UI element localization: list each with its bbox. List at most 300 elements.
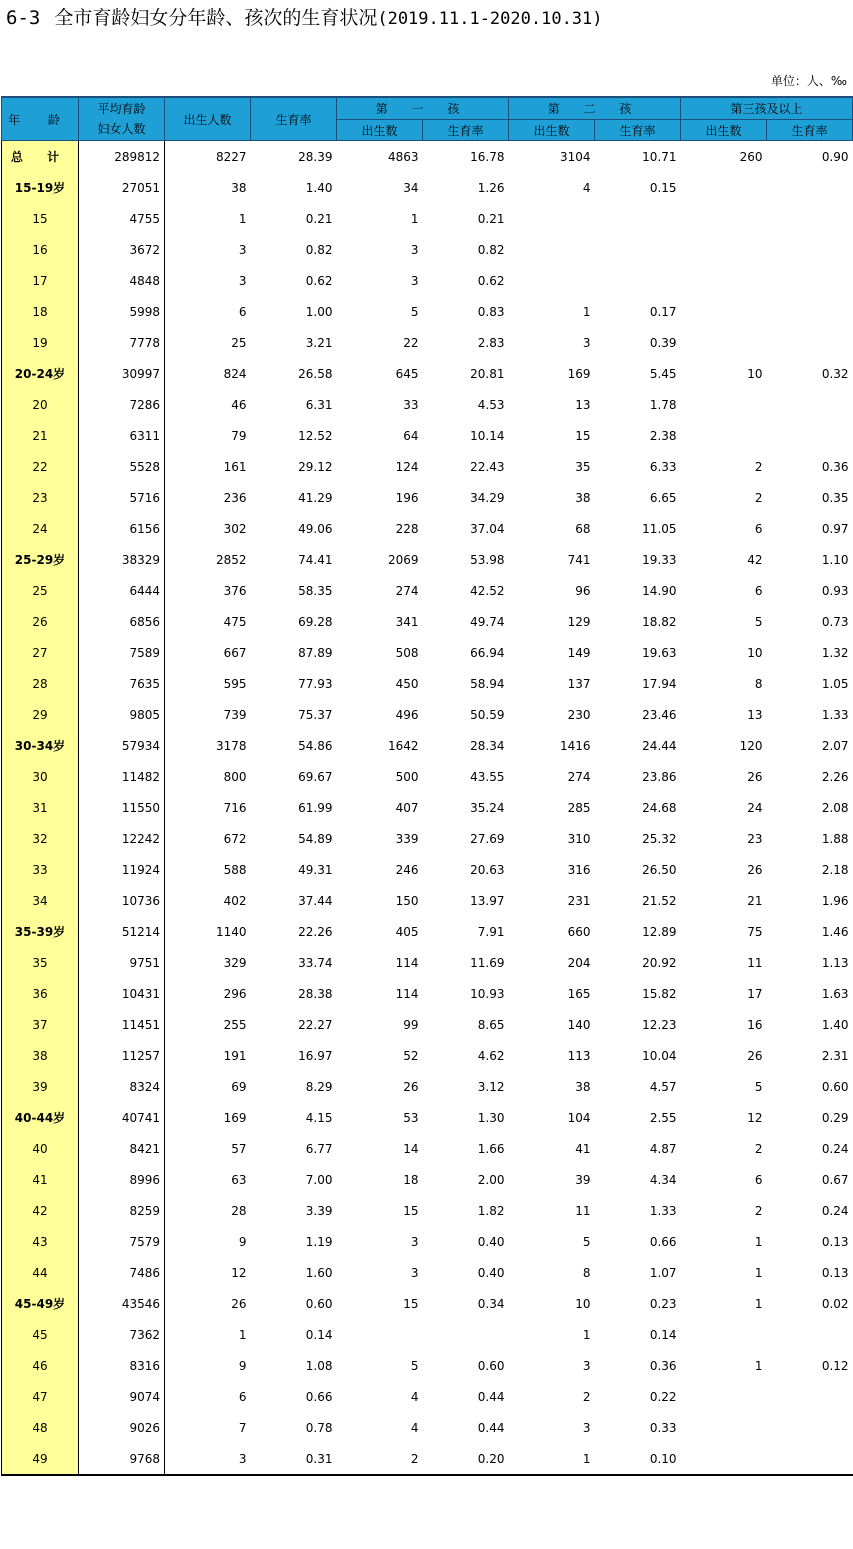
age-cell: 31 <box>2 792 79 823</box>
first-rate-cell: 0.62 <box>477 273 505 288</box>
third-rate-cell: 1.96 <box>821 893 849 908</box>
births-cell: 25 <box>231 335 247 350</box>
third-births-cell: 24 <box>747 800 763 815</box>
header-births: 出生人数 <box>165 97 251 141</box>
third-births-cell <box>681 296 767 327</box>
third-rate-cell: 0.29 <box>821 1110 849 1125</box>
second-rate-cell: 0.39 <box>649 335 677 350</box>
fertility-rate-cell: 0.78 <box>305 1420 333 1435</box>
avg-women-cell: 5528 <box>79 451 165 482</box>
fertility-rate-cell: 3.21 <box>305 335 333 350</box>
avg-women-cell: 27051 <box>79 172 165 203</box>
table-row <box>2 327 853 358</box>
second-births-cell: 38 <box>575 490 591 505</box>
second-births-cell: 38 <box>575 1079 591 1094</box>
third-rate-cell <box>767 234 853 265</box>
second-rate-cell: 24.44 <box>642 738 677 753</box>
third-births-cell <box>681 389 767 420</box>
third-births-cell: 2 <box>754 1203 763 1218</box>
header-second-child: 第 二 孩 <box>509 97 681 120</box>
births-cell: 595 <box>223 676 247 691</box>
births-cell: 26 <box>231 1296 247 1311</box>
avg-women-cell: 8996 <box>79 1164 165 1195</box>
age-cell: 30 <box>2 761 79 792</box>
first-rate-cell: 8.65 <box>477 1017 505 1032</box>
avg-women-cell: 4848 <box>79 265 165 296</box>
third-births-cell <box>681 203 767 234</box>
header-fertility-rate: 生育率 <box>251 97 337 141</box>
third-rate-cell: 1.88 <box>821 831 849 846</box>
third-rate-cell: 0.24 <box>821 1141 849 1156</box>
age-cell: 27 <box>2 637 79 668</box>
header-third-births: 出生数 <box>681 120 767 141</box>
third-births-cell: 5 <box>754 614 763 629</box>
second-births-cell: 3 <box>582 1358 591 1373</box>
first-births-cell: 15 <box>403 1296 419 1311</box>
third-rate-cell: 1.10 <box>821 552 849 567</box>
table-row <box>2 203 853 234</box>
second-births-cell: 1 <box>582 304 591 319</box>
age-cell: 17 <box>2 265 79 296</box>
second-births-cell: 2 <box>582 1389 591 1404</box>
unit-label: 单位：人、‰ <box>770 74 847 88</box>
third-rate-cell: 2.26 <box>821 769 849 784</box>
births-cell: 296 <box>223 986 247 1001</box>
second-rate-cell: 20.92 <box>642 955 677 970</box>
births-cell: 7 <box>238 1420 247 1435</box>
fertility-rate-cell: 61.99 <box>298 800 333 815</box>
second-births-cell: 8 <box>582 1265 591 1280</box>
header-avg-women-line2: 妇女人数 <box>97 122 146 136</box>
third-births-cell: 12 <box>747 1110 763 1125</box>
table-row <box>2 389 853 420</box>
third-births-cell <box>681 1381 767 1412</box>
second-rate-cell: 21.52 <box>642 893 677 908</box>
births-cell: 38 <box>231 180 247 195</box>
births-cell: 57 <box>231 1141 247 1156</box>
first-births-cell: 64 <box>403 428 419 443</box>
second-rate-cell: 10.04 <box>642 1048 677 1063</box>
table-row <box>2 234 853 265</box>
second-births-cell: 11 <box>575 1203 591 1218</box>
second-rate-cell: 6.33 <box>649 459 677 474</box>
fertility-rate-cell: 0.21 <box>305 211 333 226</box>
first-rate-cell: 37.04 <box>470 521 505 536</box>
births-cell: 9 <box>238 1234 247 1249</box>
third-births-cell: 1 <box>754 1296 763 1311</box>
fertility-rate-cell: 16.97 <box>298 1048 333 1063</box>
header-second-births: 出生数 <box>509 120 595 141</box>
second-births-cell: 165 <box>567 986 591 1001</box>
second-rate-cell: 17.94 <box>642 676 677 691</box>
table-row <box>2 575 853 606</box>
header-second-rate: 生育率 <box>595 120 681 141</box>
second-rate-cell: 0.14 <box>649 1327 677 1342</box>
first-births-cell: 2069 <box>387 552 419 567</box>
first-births-cell: 15 <box>403 1203 419 1218</box>
fertility-rate-cell: 29.12 <box>298 459 333 474</box>
fertility-rate-cell: 54.86 <box>298 738 333 753</box>
third-births-cell <box>681 265 767 296</box>
avg-women-cell: 40741 <box>79 1102 165 1133</box>
first-births-cell: 114 <box>395 955 419 970</box>
age-cell: 34 <box>2 885 79 916</box>
births-cell: 1 <box>238 211 247 226</box>
age-group-row <box>2 358 853 389</box>
table-row <box>2 1164 853 1195</box>
second-rate-cell: 12.89 <box>642 924 677 939</box>
second-births-cell: 741 <box>567 552 591 567</box>
avg-women-cell: 7589 <box>79 637 165 668</box>
avg-women-cell: 8324 <box>79 1071 165 1102</box>
births-cell: 6 <box>238 304 247 319</box>
births-cell: 8227 <box>215 149 247 164</box>
age-cell: 23 <box>2 482 79 513</box>
second-rate-cell: 0.15 <box>649 180 677 195</box>
table-row <box>2 513 853 544</box>
third-rate-cell <box>767 1443 853 1475</box>
total-row <box>2 141 853 173</box>
fertility-rate-cell: 69.28 <box>298 614 333 629</box>
first-rate-cell: 4.62 <box>477 1048 505 1063</box>
third-rate-cell: 0.90 <box>821 149 849 164</box>
table-row <box>2 451 853 482</box>
first-rate-cell: 1.26 <box>477 180 505 195</box>
table-header <box>2 97 853 141</box>
fertility-rate-cell: 3.39 <box>305 1203 333 1218</box>
date-range: (2019.11.1-2020.10.31) <box>377 9 603 29</box>
first-rate-cell: 42.52 <box>470 583 505 598</box>
first-births-cell: 3 <box>410 242 419 257</box>
third-births-cell: 1 <box>754 1265 763 1280</box>
avg-women-cell: 8316 <box>79 1350 165 1381</box>
births-cell: 255 <box>223 1017 247 1032</box>
avg-women-cell: 7486 <box>79 1257 165 1288</box>
second-births-cell: 169 <box>567 366 591 381</box>
second-rate-cell: 24.68 <box>642 800 677 815</box>
fertility-rate-cell: 69.67 <box>298 769 333 784</box>
third-rate-cell: 0.24 <box>821 1203 849 1218</box>
third-births-cell: 11 <box>747 955 763 970</box>
age-cell: 22 <box>2 451 79 482</box>
fertility-rate-cell: 6.31 <box>305 397 333 412</box>
third-rate-cell: 2.18 <box>821 862 849 877</box>
avg-women-cell: 51214 <box>79 916 165 947</box>
third-rate-cell <box>767 203 853 234</box>
fertility-rate-cell: 22.26 <box>298 924 333 939</box>
third-births-cell: 26 <box>747 1048 763 1063</box>
table-row <box>2 265 853 296</box>
first-births-cell: 496 <box>395 707 419 722</box>
age-cell: 44 <box>2 1257 79 1288</box>
table-row <box>2 1040 853 1071</box>
first-births-cell: 405 <box>395 924 419 939</box>
second-births-cell: 285 <box>567 800 591 815</box>
births-cell: 161 <box>223 459 247 474</box>
avg-women-cell: 43546 <box>79 1288 165 1319</box>
first-rate-cell: 22.43 <box>470 459 505 474</box>
second-births-cell: 104 <box>567 1110 591 1125</box>
third-births-cell: 26 <box>747 862 763 877</box>
first-births-cell: 341 <box>395 614 419 629</box>
avg-women-cell: 4755 <box>79 203 165 234</box>
first-rate-cell <box>423 1319 509 1350</box>
fertility-rate-cell: 0.82 <box>305 242 333 257</box>
table-row <box>2 1071 853 1102</box>
second-births-cell: 113 <box>567 1048 591 1063</box>
age-cell: 49 <box>2 1443 79 1475</box>
avg-women-cell: 10736 <box>79 885 165 916</box>
third-births-cell: 260 <box>739 149 763 164</box>
first-births-cell: 4863 <box>387 149 419 164</box>
first-rate-cell: 13.97 <box>470 893 505 908</box>
third-rate-cell: 0.60 <box>821 1079 849 1094</box>
fertility-rate-cell: 0.31 <box>251 1443 337 1475</box>
second-rate-cell: 0.17 <box>649 304 677 319</box>
third-rate-cell: 1.05 <box>821 676 849 691</box>
third-births-cell <box>681 327 767 358</box>
table-row <box>2 978 853 1009</box>
first-births-cell: 26 <box>403 1079 419 1094</box>
second-rate-cell: 14.90 <box>642 583 677 598</box>
second-births-cell: 274 <box>567 769 591 784</box>
table-row <box>2 1443 853 1475</box>
age-cell: 41 <box>2 1164 79 1195</box>
births-cell: 2852 <box>215 552 247 567</box>
first-rate-cell: 0.21 <box>477 211 505 226</box>
births-cell: 302 <box>223 521 247 536</box>
first-births-cell: 3 <box>410 273 419 288</box>
age-cell: 28 <box>2 668 79 699</box>
second-rate-cell: 25.32 <box>642 831 677 846</box>
fertility-rate-cell: 0.66 <box>305 1389 333 1404</box>
avg-women-cell: 9805 <box>79 699 165 730</box>
fertility-rate-cell: 1.00 <box>305 304 333 319</box>
third-rate-cell: 0.12 <box>821 1358 849 1373</box>
first-births-cell: 53 <box>403 1110 419 1125</box>
first-rate-cell: 1.82 <box>477 1203 505 1218</box>
second-births-cell: 1 <box>582 1327 591 1342</box>
age-cell: 35 <box>2 947 79 978</box>
third-births-cell: 8 <box>754 676 763 691</box>
second-births-cell: 5 <box>582 1234 591 1249</box>
first-rate-cell: 28.34 <box>470 738 505 753</box>
age-cell: 32 <box>2 823 79 854</box>
second-rate-cell: 23.86 <box>642 769 677 784</box>
second-rate-cell: 12.23 <box>642 1017 677 1032</box>
table-row <box>2 1009 853 1040</box>
second-rate-cell: 15.82 <box>642 986 677 1001</box>
second-rate-cell: 11.05 <box>642 521 677 536</box>
age-cell: 25-29岁 <box>2 544 79 575</box>
second-rate-cell: 2.55 <box>649 1110 677 1125</box>
second-births-cell: 1416 <box>559 738 591 753</box>
age-group-row <box>2 172 853 203</box>
third-rate-cell: 0.67 <box>821 1172 849 1187</box>
age-cell: 42 <box>2 1195 79 1226</box>
first-rate-cell: 35.24 <box>470 800 505 815</box>
second-rate-cell: 0.33 <box>649 1420 677 1435</box>
births-cell: 191 <box>223 1048 247 1063</box>
second-rate-cell: 1.33 <box>649 1203 677 1218</box>
table-row <box>2 947 853 978</box>
births-cell: 169 <box>223 1110 247 1125</box>
fertility-rate-cell: 75.37 <box>298 707 333 722</box>
third-rate-cell <box>767 172 853 203</box>
fertility-rate-cell: 0.60 <box>305 1296 333 1311</box>
second-births-cell: 96 <box>575 583 591 598</box>
births-cell: 1 <box>238 1327 247 1342</box>
table-row <box>2 1319 853 1350</box>
third-births-cell: 10 <box>747 645 763 660</box>
fertility-rate-cell: 1.40 <box>305 180 333 195</box>
fertility-table <box>1 96 853 1476</box>
avg-women-cell: 11257 <box>79 1040 165 1071</box>
title-text: 全市育龄妇女分年龄、孩次的生育状况 <box>54 7 378 29</box>
table-code: 6-3 <box>6 7 41 29</box>
avg-women-cell: 6311 <box>79 420 165 451</box>
first-births-cell: 407 <box>395 800 419 815</box>
age-cell: 21 <box>2 420 79 451</box>
first-rate-cell: 1.66 <box>477 1141 505 1156</box>
first-births-cell: 124 <box>395 459 419 474</box>
second-births-cell: 15 <box>575 428 591 443</box>
third-rate-cell: 1.63 <box>821 986 849 1001</box>
births-cell: 3 <box>165 1443 251 1475</box>
table-row <box>2 668 853 699</box>
first-rate-cell: 34.29 <box>470 490 505 505</box>
avg-women-cell: 8421 <box>79 1133 165 1164</box>
third-births-cell: 1 <box>754 1234 763 1249</box>
age-cell: 47 <box>2 1381 79 1412</box>
first-rate-cell: 20.81 <box>470 366 505 381</box>
second-rate-cell: 19.63 <box>642 645 677 660</box>
fertility-rate-cell: 1.08 <box>305 1358 333 1373</box>
births-cell: 69 <box>231 1079 247 1094</box>
first-births-cell: 450 <box>395 676 419 691</box>
births-cell: 588 <box>223 862 247 877</box>
third-rate-cell: 0.32 <box>821 366 849 381</box>
third-births-cell: 6 <box>754 521 763 536</box>
age-cell: 16 <box>2 234 79 265</box>
third-rate-cell: 0.35 <box>821 490 849 505</box>
third-rate-cell: 1.32 <box>821 645 849 660</box>
first-births-cell: 3 <box>410 1234 419 1249</box>
table-row <box>2 854 853 885</box>
first-births-cell: 3 <box>410 1265 419 1280</box>
fertility-rate-cell: 22.27 <box>298 1017 333 1032</box>
age-cell: 33 <box>2 854 79 885</box>
first-rate-cell: 49.74 <box>470 614 505 629</box>
first-rate-cell: 27.69 <box>470 831 505 846</box>
avg-women-cell: 38329 <box>79 544 165 575</box>
avg-women-cell: 57934 <box>79 730 165 761</box>
births-cell: 667 <box>223 645 247 660</box>
first-births-cell: 150 <box>395 893 419 908</box>
table-row <box>2 1133 853 1164</box>
first-births-cell <box>337 1319 423 1350</box>
avg-women-cell: 9751 <box>79 947 165 978</box>
third-rate-cell <box>767 1412 853 1443</box>
third-births-cell: 120 <box>739 738 763 753</box>
second-births-cell: 68 <box>575 521 591 536</box>
second-births-cell <box>509 234 595 265</box>
second-rate-cell: 23.46 <box>642 707 677 722</box>
first-births-cell: 196 <box>395 490 419 505</box>
age-cell: 15-19岁 <box>2 172 79 203</box>
second-births-cell: 39 <box>575 1172 591 1187</box>
third-births-cell: 42 <box>747 552 763 567</box>
third-births-cell: 75 <box>747 924 763 939</box>
third-rate-cell: 1.40 <box>821 1017 849 1032</box>
table-body <box>2 141 853 1476</box>
second-births-cell: 4 <box>582 180 591 195</box>
births-cell: 79 <box>231 428 247 443</box>
avg-women-cell: 6156 <box>79 513 165 544</box>
third-births-cell: 2 <box>754 490 763 505</box>
second-rate-cell: 1.78 <box>649 397 677 412</box>
second-rate-cell: 26.50 <box>642 862 677 877</box>
age-cell: 26 <box>2 606 79 637</box>
second-births-cell: 13 <box>575 397 591 412</box>
first-births-cell: 4 <box>410 1420 419 1435</box>
header-first-rate: 生育率 <box>423 120 509 141</box>
births-cell: 3178 <box>215 738 247 753</box>
births-cell: 739 <box>223 707 247 722</box>
header-first-births: 出生数 <box>337 120 423 141</box>
avg-women-cell: 11550 <box>79 792 165 823</box>
first-births-cell: 99 <box>403 1017 419 1032</box>
first-births-cell: 34 <box>403 180 419 195</box>
births-cell: 1140 <box>215 924 247 939</box>
third-rate-cell: 2.07 <box>821 738 849 753</box>
first-births-cell: 1 <box>410 211 419 226</box>
third-rate-cell: 0.36 <box>821 459 849 474</box>
first-births-cell: 5 <box>410 1358 419 1373</box>
fertility-rate-cell: 54.89 <box>298 831 333 846</box>
table-row <box>2 1195 853 1226</box>
third-births-cell <box>681 1412 767 1443</box>
first-births-cell: 5 <box>410 304 419 319</box>
births-cell: 12 <box>231 1265 247 1280</box>
second-rate-cell <box>595 203 681 234</box>
first-rate-cell: 0.82 <box>477 242 505 257</box>
third-rate-cell: 0.73 <box>821 614 849 629</box>
age-cell: 37 <box>2 1009 79 1040</box>
third-births-cell: 17 <box>747 986 763 1001</box>
age-cell: 39 <box>2 1071 79 1102</box>
births-cell: 63 <box>231 1172 247 1187</box>
first-births-cell: 114 <box>395 986 419 1001</box>
third-births-cell <box>681 234 767 265</box>
births-cell: 824 <box>223 366 247 381</box>
avg-women-cell: 7778 <box>79 327 165 358</box>
third-births-cell: 13 <box>747 707 763 722</box>
third-rate-cell <box>767 296 853 327</box>
first-rate-cell: 58.94 <box>470 676 505 691</box>
second-births-cell: 316 <box>567 862 591 877</box>
third-rate-cell: 2.08 <box>821 800 849 815</box>
avg-women-cell: 7286 <box>79 389 165 420</box>
first-rate-cell: 20.63 <box>470 862 505 877</box>
second-births-cell: 140 <box>567 1017 591 1032</box>
fertility-rate-cell: 4.15 <box>305 1110 333 1125</box>
second-rate-cell: 0.66 <box>649 1234 677 1249</box>
first-rate-cell: 0.20 <box>423 1443 509 1475</box>
table-row <box>2 1412 853 1443</box>
fertility-rate-cell: 77.93 <box>298 676 333 691</box>
first-rate-cell: 1.30 <box>477 1110 505 1125</box>
